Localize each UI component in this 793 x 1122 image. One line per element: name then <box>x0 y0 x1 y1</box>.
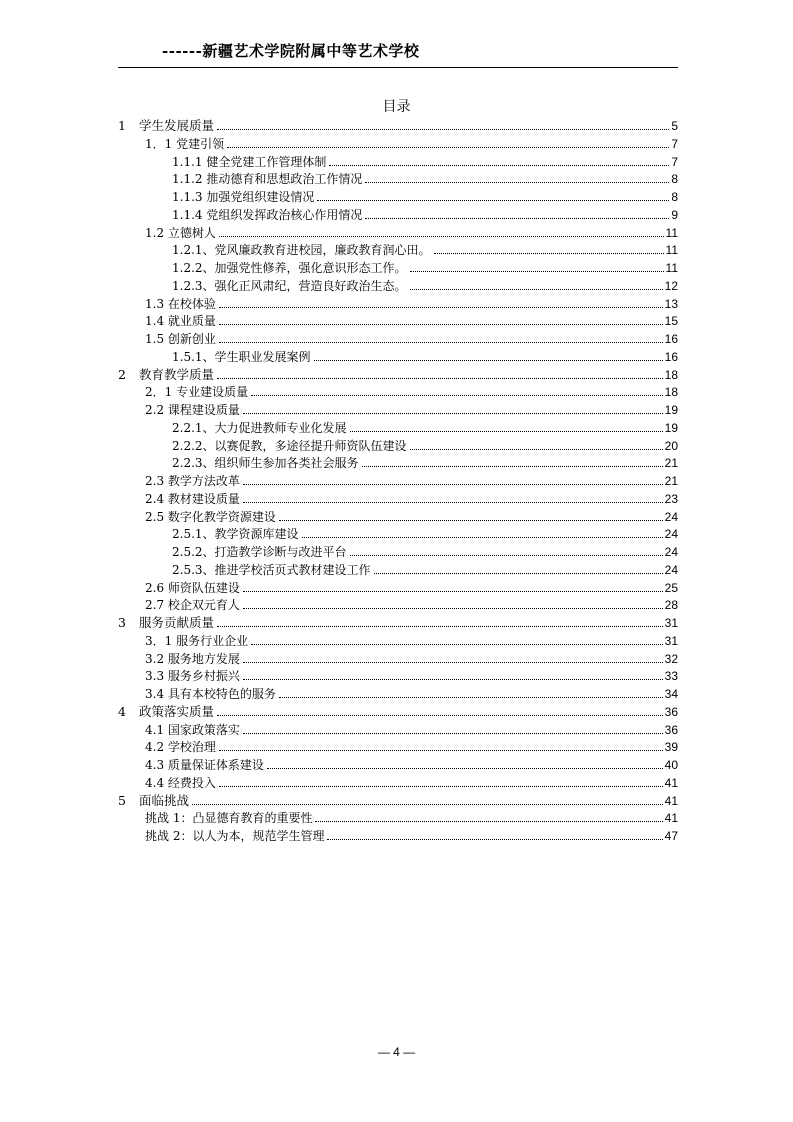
toc-leader-dots <box>243 591 663 592</box>
toc-entry-text: 1.1.1 健全党建工作管理体制 <box>172 154 327 169</box>
toc-entry-page: 34 <box>664 687 678 701</box>
toc-entry-label <box>118 616 214 630</box>
toc-entry-label <box>145 669 240 683</box>
toc-entry-text: 政策落实质量 <box>139 703 215 719</box>
toc-entry-label <box>172 350 311 364</box>
toc-entry[interactable] <box>172 417 678 435</box>
toc-entry-text: 1.2.2、加强党性修养，强化意识形态工作。 <box>172 261 407 275</box>
toc-entry-page: 33 <box>664 669 678 684</box>
toc-entry[interactable] <box>172 168 678 186</box>
toc-leader-dots <box>219 342 663 343</box>
toc-leader-dots <box>362 466 663 467</box>
toc-leader-dots <box>315 821 662 822</box>
toc-entry-text: 1．1 党建引领 <box>145 136 225 151</box>
toc-entry-page: 20 <box>664 438 678 453</box>
toc-entry-text: 2.2.2、以赛促教，多途径提升师资队伍建设 <box>172 438 407 453</box>
toc-entry-text: 2.4 教材建设质量 <box>145 491 240 506</box>
toc-entry-label <box>172 190 314 204</box>
toc-entry[interactable] <box>145 736 678 754</box>
toc-entry-label <box>145 385 248 399</box>
toc-entry-label <box>145 297 216 311</box>
toc-leader-dots <box>192 804 663 805</box>
toc-leader-dots <box>219 786 663 787</box>
toc-leader-dots <box>227 147 669 148</box>
toc-entry[interactable] <box>145 399 678 417</box>
toc-entry-label <box>145 492 240 506</box>
toc-entry-page: 11 <box>665 261 678 275</box>
toc-entry[interactable] <box>145 683 678 701</box>
toc-entry-label <box>145 652 240 666</box>
toc-leader-dots <box>243 679 663 680</box>
toc-entry-page: 41 <box>664 793 678 808</box>
toc-entry[interactable] <box>118 115 678 133</box>
toc-entry[interactable] <box>172 435 678 453</box>
toc-leader-dots <box>279 520 663 521</box>
toc-entry-text: 1.2 立德树人 <box>145 225 216 240</box>
toc-leader-dots <box>434 253 664 254</box>
toc-entry[interactable] <box>172 452 678 470</box>
toc-entry-page: 11 <box>665 225 678 240</box>
toc-entry-page: 31 <box>664 633 678 648</box>
toc-entry-text: 1.2.1、党风廉政教育进校园，廉政教育润心田。 <box>172 243 431 258</box>
document-header: ------新疆艺术学院附属中等艺术学校 <box>162 42 420 60</box>
toc-entry-page: 13 <box>664 296 678 311</box>
toc-entry-page: 15 <box>664 314 678 329</box>
toc-entry-text: 1.5 创新创业 <box>145 332 216 346</box>
toc-entry-label <box>172 563 371 577</box>
toc-entry[interactable] <box>145 222 678 240</box>
toc-entry-number: 1 <box>118 118 126 133</box>
toc-entry-label <box>145 811 312 825</box>
toc-leader-dots <box>317 200 669 201</box>
toc-entry-page: 31 <box>664 616 678 630</box>
header-rule <box>118 67 678 68</box>
toc-entry-label <box>172 243 431 257</box>
toc-leader-dots <box>251 395 663 396</box>
toc-entry-page: 41 <box>664 811 678 826</box>
toc-entry-label <box>145 581 240 595</box>
toc-entry-text: 2.6 师资队伍建设 <box>145 580 240 595</box>
toc-entry-label <box>145 723 240 737</box>
toc-entry-text: 1.3 在校体验 <box>145 296 216 311</box>
toc-entry[interactable] <box>145 310 678 328</box>
toc-leader-dots <box>217 715 663 716</box>
toc-leader-dots <box>251 644 663 645</box>
toc-entry-label <box>145 598 240 612</box>
toc-entry-page: 21 <box>664 456 678 471</box>
toc-entry-text: 2.2 课程建设质量 <box>145 403 240 417</box>
toc-entry-text: 2.5.2、打造教学诊断与改进平台 <box>172 545 347 559</box>
toc-entry[interactable] <box>145 381 678 399</box>
toc-entry-label <box>172 155 326 169</box>
toc-entry-page: 9 <box>671 207 678 222</box>
toc-leader-dots <box>219 324 663 325</box>
toc-entry-text: 3．1 服务行业企业 <box>145 633 249 648</box>
toc-entry-text: 2.2.3、组织师生参加各类社会服务 <box>172 456 359 471</box>
toc-leader-dots <box>217 129 669 130</box>
toc-entry-page: 11 <box>665 243 678 258</box>
toc-entry-text: 4.1 国家政策落实 <box>145 722 240 737</box>
toc-entry-text: 1.4 就业质量 <box>145 314 216 329</box>
toc-leader-dots <box>243 733 663 734</box>
toc-entry-label <box>172 208 362 222</box>
toc-entry-page: 8 <box>671 190 678 204</box>
page-number: — 4 — <box>377 1045 416 1059</box>
toc-entry-label <box>145 137 224 151</box>
toc-entry-label <box>145 758 264 772</box>
toc-entry-number: 4 <box>118 703 126 719</box>
toc-entry-page: 16 <box>664 349 678 364</box>
toc-entry-page: 39 <box>664 740 678 755</box>
toc-entry-page: 7 <box>671 154 678 169</box>
toc-entry-page: 25 <box>664 580 678 595</box>
toc-leader-dots <box>410 271 664 272</box>
toc-entry-label <box>145 687 276 701</box>
toc-entry-label <box>145 634 248 648</box>
toc-entry[interactable] <box>145 470 678 488</box>
toc-entry-text: 4.3 质量保证体系建设 <box>145 758 264 772</box>
toc-leader-dots <box>219 750 663 751</box>
toc-entry-text: 学生发展质量 <box>139 118 215 133</box>
toc-entry-label <box>145 740 216 754</box>
toc-entry-number: 2 <box>118 366 126 382</box>
toc-entry-label <box>145 332 216 346</box>
toc-entry-label <box>172 421 347 435</box>
toc-entry-label <box>118 368 214 382</box>
toc-entry-text: 教育教学质量 <box>139 366 215 382</box>
toc-entry-label <box>118 705 214 719</box>
toc-entry[interactable] <box>172 204 678 222</box>
toc-entry-label <box>172 172 362 186</box>
toc-entry-label <box>145 474 240 488</box>
toc-entry-text: 1.5.1、学生职业发展案例 <box>172 349 311 364</box>
toc-entry-label <box>145 226 216 240</box>
toc-leader-dots <box>365 182 669 183</box>
toc-leader-dots <box>327 839 662 840</box>
toc-entry-text: 2.5.1、教学资源库建设 <box>172 527 299 542</box>
toc-leader-dots <box>410 289 663 290</box>
toc-leader-dots <box>350 431 663 432</box>
toc-entry-page: 5 <box>671 119 678 133</box>
toc-entry[interactable] <box>145 754 678 772</box>
toc-entry[interactable] <box>145 133 678 151</box>
toc-entry[interactable] <box>145 772 678 790</box>
toc-entry-label <box>145 510 276 524</box>
toc-entry[interactable] <box>172 559 678 577</box>
toc-entry-label <box>172 261 407 275</box>
toc-entry-page: 12 <box>664 278 678 293</box>
toc-entry[interactable] <box>145 807 678 825</box>
toc-leader-dots <box>217 626 663 627</box>
toc-entry-text: 2.2.1、大力促进教师专业化发展 <box>172 420 347 435</box>
toc-entry[interactable] <box>172 257 678 275</box>
toc-entry-page: 18 <box>664 385 678 400</box>
toc-entry-label <box>172 279 407 293</box>
toc-entry[interactable] <box>145 665 678 683</box>
toc-leader-dots <box>243 608 663 609</box>
toc-entry-label <box>172 456 359 470</box>
toc-entry[interactable] <box>118 701 678 719</box>
toc-entry-text: 3.3 服务乡村振兴 <box>145 669 240 684</box>
toc-entry-page: 18 <box>664 367 678 382</box>
toc-entry[interactable] <box>172 151 678 169</box>
toc-entry[interactable] <box>145 328 678 346</box>
toc-entry-page: 24 <box>664 562 678 577</box>
toc-entry-label <box>145 314 216 328</box>
toc-leader-dots <box>314 360 663 361</box>
toc-leader-dots <box>243 413 663 414</box>
toc-entry-page: 19 <box>664 403 678 417</box>
toc-entry-text: 1.1.2 推动德育和思想政治工作情况 <box>172 172 363 187</box>
toc-entry-text: 3.4 具有本校特色的服务 <box>145 687 276 701</box>
toc-leader-dots <box>267 768 663 769</box>
toc-entry-text: 2.7 校企双元育人 <box>145 598 240 613</box>
toc-entry-text: 4.2 学校治理 <box>145 740 216 755</box>
toc-entry[interactable] <box>172 186 678 204</box>
toc-entry-number: 3 <box>118 615 126 630</box>
toc-entry[interactable] <box>172 346 678 364</box>
toc-entry[interactable] <box>145 825 678 843</box>
toc-leader-dots <box>350 555 663 556</box>
toc-entry[interactable] <box>145 506 678 524</box>
toc-entry-label <box>172 439 407 453</box>
toc-entry-label <box>118 119 214 133</box>
toc-entry-page: 41 <box>664 775 678 790</box>
toc-leader-dots <box>219 236 664 237</box>
toc-entry-page: 19 <box>664 420 678 435</box>
toc-entry[interactable] <box>118 364 678 382</box>
toc-leader-dots <box>302 537 663 538</box>
toc-title: 目录 <box>382 99 411 115</box>
toc-entry-label <box>145 776 216 790</box>
toc-entry-page: 32 <box>664 651 678 666</box>
toc-entry-page: 7 <box>671 136 678 151</box>
toc-entry-label <box>118 794 189 808</box>
toc-leader-dots <box>219 307 663 308</box>
toc-entry-text: 2.5 数字化教学资源建设 <box>145 509 276 524</box>
toc-entry-text: 挑战 2：以人为本，规范学生管理 <box>145 829 325 843</box>
toc-entry[interactable] <box>145 719 678 737</box>
toc-entry[interactable] <box>145 293 678 311</box>
toc-entry[interactable] <box>172 275 678 293</box>
toc-entry[interactable] <box>145 648 678 666</box>
toc-entry-label <box>145 403 240 417</box>
toc-entry-text: 面临挑战 <box>139 792 190 808</box>
toc-entry-text: 2．1 专业建设质量 <box>145 385 249 400</box>
toc-leader-dots <box>410 449 663 450</box>
toc-entry-text: 1.1.4 党组织发挥政治核心作用情况 <box>172 207 363 222</box>
toc-entry[interactable] <box>145 630 678 648</box>
toc-entry[interactable] <box>145 577 678 595</box>
toc-entry-page: 47 <box>664 829 678 843</box>
toc-entry[interactable] <box>118 790 678 808</box>
toc-entry-page: 24 <box>664 545 678 559</box>
toc-entry-text: 服务贡献质量 <box>139 615 215 630</box>
toc-entry-page: 36 <box>664 704 678 719</box>
toc-entry-page: 28 <box>664 598 678 613</box>
toc-entry-label <box>172 545 347 559</box>
toc-entry-label <box>172 527 299 541</box>
toc-leader-dots <box>217 378 663 379</box>
toc-entry[interactable] <box>118 612 678 630</box>
toc-entry-page: 23 <box>664 491 678 506</box>
toc-entry-text: 3.2 服务地方发展 <box>145 651 240 666</box>
toc-entry-page: 21 <box>664 474 678 488</box>
toc-entry-text: 4.4 经费投入 <box>145 775 216 790</box>
toc-entry-page: 24 <box>664 527 678 542</box>
toc-entry-page: 36 <box>664 722 678 737</box>
toc-entry-page: 16 <box>664 332 678 346</box>
toc-leader-dots <box>243 502 663 503</box>
toc-entry-text: 1.1.3 加强党组织建设情况 <box>172 190 315 204</box>
toc-leader-dots <box>374 573 663 574</box>
toc-entry-page: 8 <box>671 172 678 187</box>
toc-entry-label <box>145 829 324 843</box>
toc-entry[interactable] <box>145 594 678 612</box>
toc-leader-dots <box>243 662 663 663</box>
toc-entry-page: 24 <box>664 509 678 524</box>
toc-entry-text: 2.5.3、推进学校活页式教材建设工作 <box>172 562 371 577</box>
toc-leader-dots <box>243 484 663 485</box>
toc-entry[interactable] <box>172 239 678 257</box>
toc-leader-dots <box>329 165 669 166</box>
toc-leader-dots <box>279 697 663 698</box>
toc-entry[interactable] <box>172 523 678 541</box>
toc-entry-text: 1.2.3、强化正风肃纪，营造良好政治生态。 <box>172 278 407 293</box>
toc-entry-text: 挑战 1：凸显德育教育的重要性 <box>145 811 313 826</box>
toc-leader-dots <box>365 218 669 219</box>
toc-entry-page: 40 <box>664 758 678 772</box>
toc-entry[interactable] <box>145 488 678 506</box>
toc-entry[interactable] <box>172 541 678 559</box>
toc-entry-text: 2.3 教学方法改革 <box>145 474 240 488</box>
toc-entry-number: 5 <box>118 792 126 808</box>
